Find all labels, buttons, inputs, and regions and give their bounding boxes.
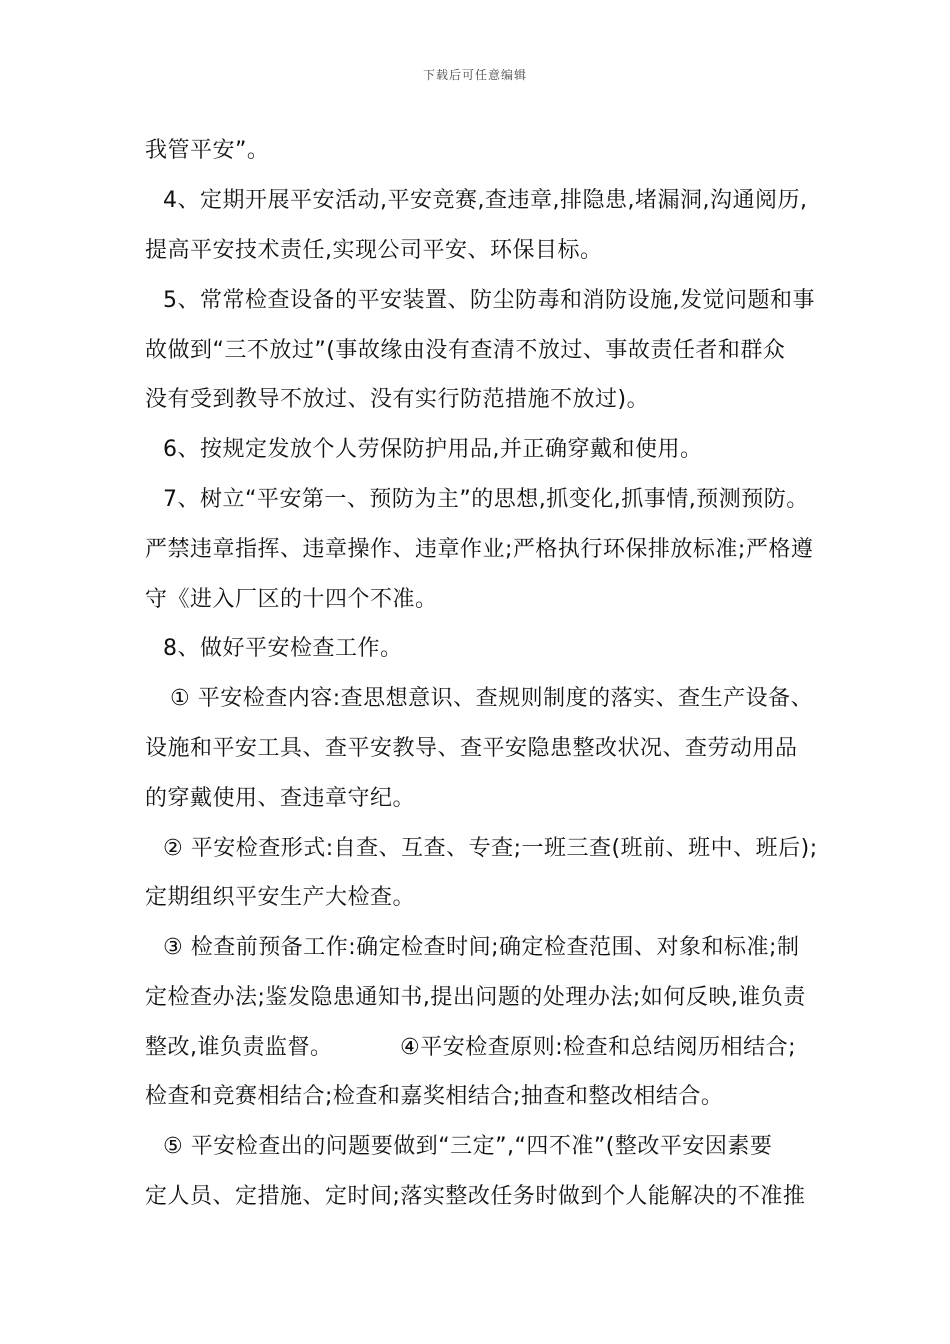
text-line: 8、做好平安检查工作。 [163, 636, 403, 661]
text-line: 的穿戴使用、查违章守纪。 [145, 786, 416, 811]
text-line: 定人员、定措施、定时间;落实整改任务时做到个人能解决的不准推 [145, 1184, 806, 1209]
text-line: 定期组织平安生产大检查。 [145, 885, 416, 910]
text-line: 故做到“三不放过”(事故缘由没有查清不放过、事故责任者和群众 [145, 338, 786, 363]
text-line: 没有受到教导不放过、没有实行防范措施不放过)。 [145, 387, 650, 412]
text-line: 严禁违章指挥、违章操作、违章作业;严格执行环保排放标准;严格遵 [145, 537, 814, 562]
text-line: ⑤ 平安检查出的问题要做到“三定”,“四不准”(整改平安因素要 [163, 1134, 773, 1159]
text-line: 7、树立“平安第一、预防为主”的思想,抓变化,抓事情,预测预防。 [163, 487, 809, 512]
text-line: ② 平安检查形式:自查、互查、专查;一班三查(班前、班中、班后); [163, 836, 818, 861]
text-line: 我管平安”。 [145, 138, 270, 163]
text-line: ③ 检查前预备工作:确定检查时间;确定检查范围、对象和标准;制 [163, 935, 800, 960]
text-line: 提高平安技术责任,实现公司平安、环保目标。 [145, 238, 603, 263]
text-line: 设施和平安工具、查平安教导、查平安隐患整改状况、查劳动用品 [145, 736, 798, 761]
text-line: ① 平安检查内容:查思想意识、查规则制度的落实、查生产设备、 [170, 686, 814, 711]
text-line: 检查和竞赛相结合;检查和嘉奖相结合;抽查和整改相结合。 [145, 1084, 724, 1109]
page-header: 下载后可任意编辑 [422, 68, 527, 82]
text-line: 4、定期开展平安活动,平安竞赛,查违章,排隐患,堵漏洞,沟通阅历, [163, 188, 808, 213]
text-line: 整改,谁负责监督。 [145, 1035, 333, 1060]
text-line: 守《进入厂区的十四个不准。 [145, 587, 438, 612]
text-line: 6、按规定发放个人劳保防护用品,并正确穿戴和使用。 [163, 437, 703, 462]
text-line: ④平安检查原则:检查和总结阅历相结合; [400, 1035, 797, 1060]
text-line: 定检查办法;鉴发隐患通知书,提出问题的处理办法;如何反映,谁负责 [145, 985, 806, 1010]
text-line: 5、常常检查设备的平安装置、防尘防毒和消防设施,发觉问题和事 [163, 288, 815, 313]
